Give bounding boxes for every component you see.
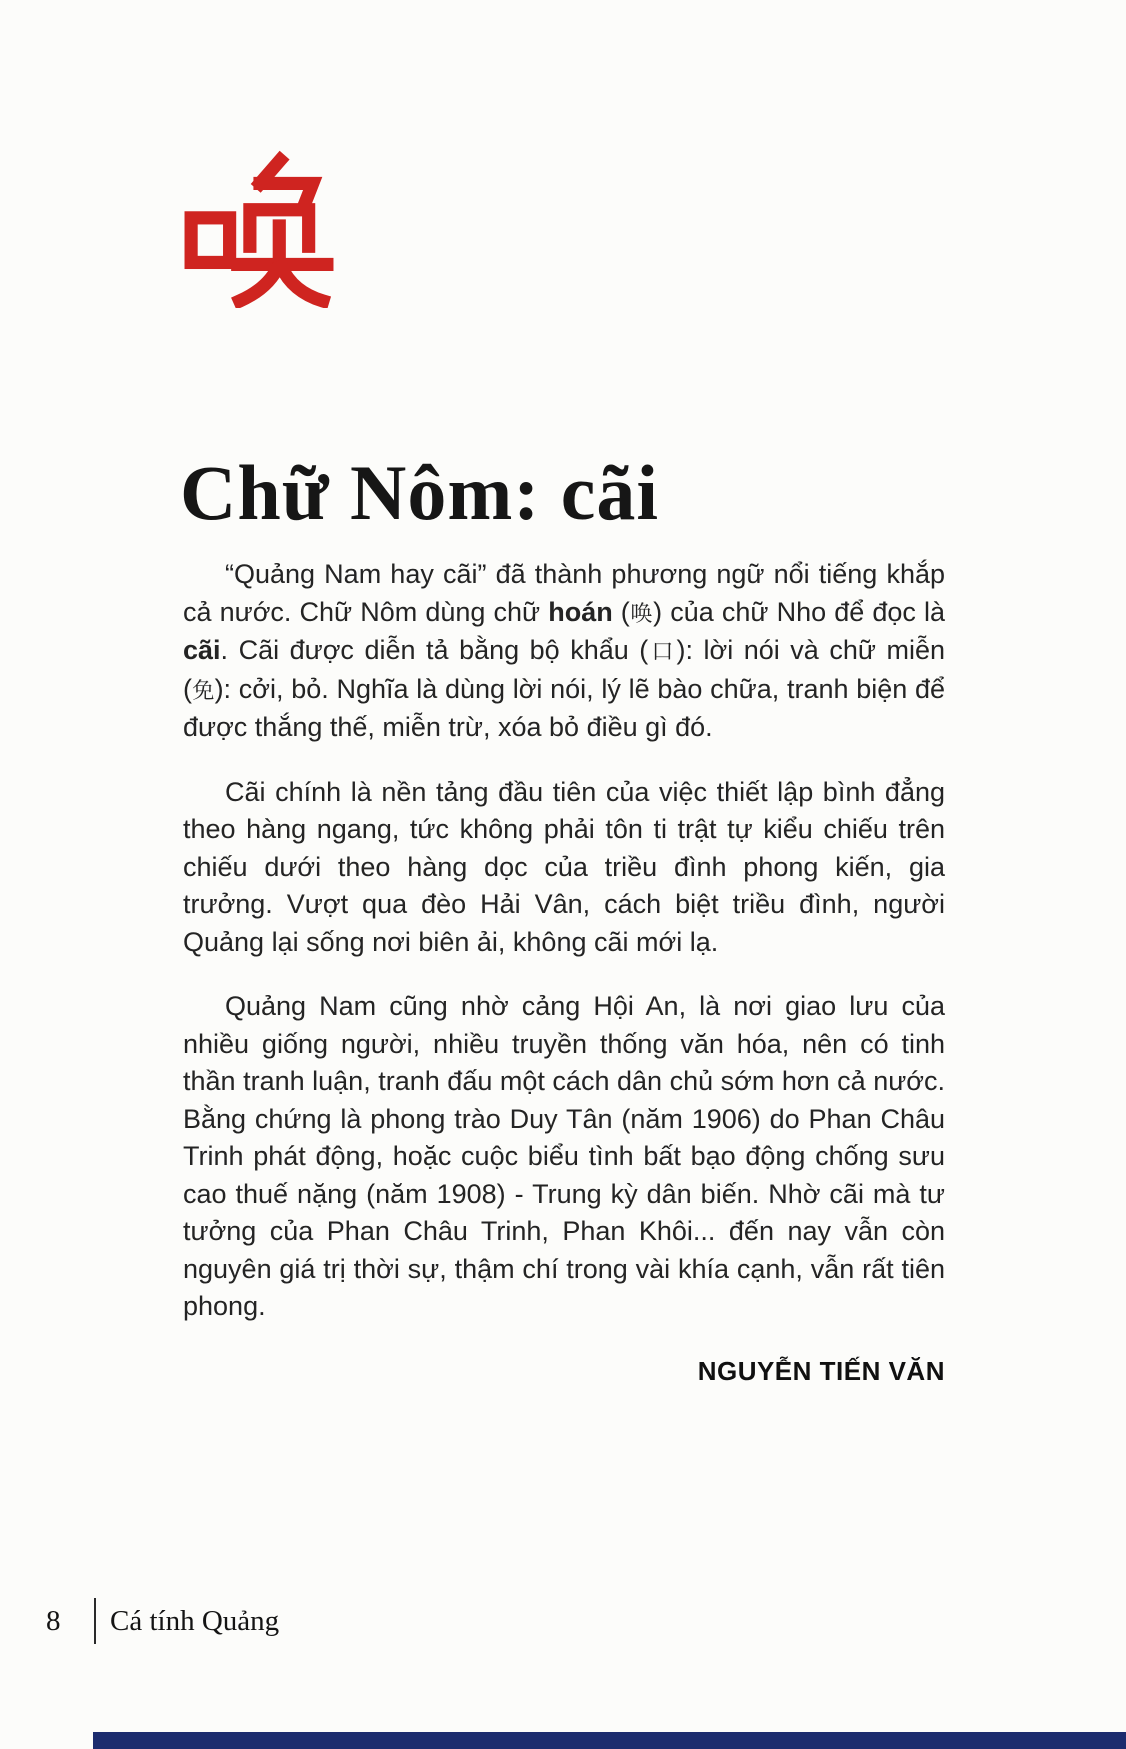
page-title: Chữ Nôm: cãi [180, 449, 660, 537]
page-number: 8 [46, 1604, 61, 1637]
page-footer [46, 1598, 279, 1644]
bottom-color-bar [93, 1732, 1126, 1749]
paragraph: Quảng Nam cũng nhờ cảng Hội An, là nơi giao lưu của nhiều giống người, nhiều truyền thống văn hóa, nên có tinh thần tranh luận, tranh đấu một cách dân chủ sớm hơn cả nước. Bằng chứng là phong trào Duy Tân (năm 1906) do Phan Châu Trinh phát động, hoặc cuộc biểu tình bất bạo động chống sưu cao thuế nặng (năm 1908) - Trung kỳ dân biến. Nhờ cãi mà tư tưởng của Phan Châu Trinh, Phan Khôi... đến nay vẫn còn nguyên giá trị thời sự, thậm chí trong vài khía cạnh, vẫn rất tiên phong. [183, 991, 945, 1321]
book-title: Cá tính Quảng [110, 1604, 280, 1637]
nom-character-drawing [183, 150, 335, 308]
paragraph: Cãi chính là nền tảng đầu tiên của việc thiết lập bình đẳng theo hàng ngang, tức không phải tôn ti trật tự kiểu chiếu trên chiếu dưới theo hàng dọc của triều đình phong kiến, gia trưởng. Vượt qua đèo Hải Vân, cách biệt triều đình, người Quảng lại sống nơi biên ải, không cãi mới lạ. [183, 776, 945, 957]
nom-character-glyph [183, 150, 335, 308]
footer-divider [94, 1598, 96, 1644]
body-paragraphs [183, 556, 945, 1326]
author-name: NGUYỄN TIẾN VĂN [697, 1355, 945, 1386]
paragraph: “Quảng Nam hay cãi” đã thành phương ngữ nổi tiếng khắp cả nước. Chữ Nôm dùng chữ hoán (唤) của chữ Nho để đọc là cãi. Cãi được diễn tả bằng bộ khẩu (口): lời nói và chữ miễn (免): cởi, bỏ. Nghĩa là dùng lời nói, lý lẽ bào chữa, tranh biện để được thắng thế, miễn trừ, xóa bỏ điều gì đó. [183, 559, 946, 742]
body-text [183, 556, 945, 1390]
